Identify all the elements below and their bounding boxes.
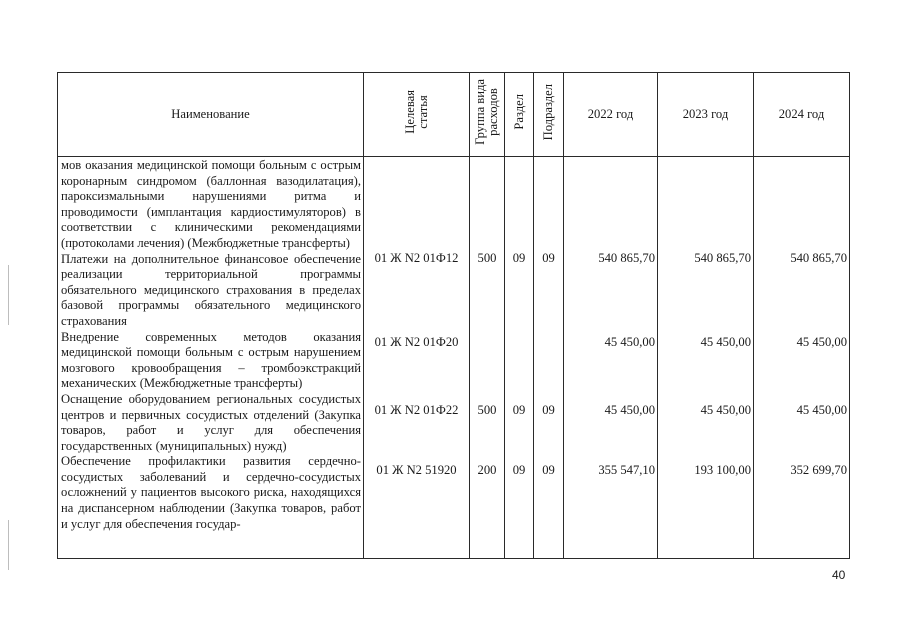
row-amount-2023: 45 450,00 (700, 335, 751, 349)
budget-table (57, 72, 850, 559)
row-subsection: 09 (542, 463, 555, 477)
header-year-2023: 2023 год (658, 73, 754, 157)
row-amount-2022: 45 450,00 (604, 335, 655, 349)
header-expense-group: Группа вида расходов (470, 73, 505, 157)
row-amount-2024: 540 865,70 (790, 251, 847, 265)
subsection-column (534, 157, 564, 559)
row-target-article: 01 Ж N2 01Ф12 (374, 251, 459, 265)
row-expense-group: 500 (477, 403, 497, 417)
header-section: Раздел (505, 73, 534, 157)
row-section: 09 (512, 463, 526, 477)
year-2024-column (754, 157, 850, 559)
row-name: Обеспечение профилактики развития сердечно-сосудистых заболеваний и сердечно-сосудистых осложнений у пациентов высокого риска, находящихся на диспансерном наблюдении (Закупка товаров, работ и услуг для обеспечения государ- (61, 454, 361, 531)
row-amount-2023: 45 450,00 (700, 403, 751, 417)
page-number: 40 (832, 568, 846, 582)
row-amount-2024: 352 699,70 (790, 463, 847, 477)
row-expense-group: 200 (477, 463, 497, 477)
row-expense-group: 500 (477, 251, 497, 265)
table-header-row (58, 73, 850, 157)
row-name: мов оказания медицинской помощи больным с острым коронарным синдромом (баллонная вазодилатация), пароксизмальными нарушениями ритма и проводимости (имплантация кардиостимуляторов) в соответствии с клиническими рекомендациями (протоколами лечения) (Межбюджетные трансферты) (61, 158, 361, 250)
row-section: 09 (512, 251, 526, 265)
row-name: Оснащение оборудованием региональных сосудистых центров и первичных сосудистых отделений (Закупка товаров, работ и услуг для обеспечения государственных (муниципальных) нужд) (61, 391, 361, 453)
section-column (505, 157, 534, 559)
row-amount-2023: 540 865,70 (694, 251, 751, 265)
row-subsection: 09 (542, 251, 555, 265)
scan-edge-mark (8, 265, 9, 325)
row-target-article: 01 Ж N2 01Ф22 (374, 403, 459, 417)
table-body-row (58, 157, 850, 559)
row-amount-2023: 193 100,00 (694, 463, 751, 477)
names-column (58, 157, 364, 559)
header-year-2022: 2022 год (564, 73, 658, 157)
row-target-article: 01 Ж N2 51920 (376, 463, 457, 477)
header-subsection: Подраздел (534, 73, 564, 157)
year-2022-column (564, 157, 658, 559)
header-name: Наименование (58, 73, 364, 157)
row-subsection: 09 (542, 403, 555, 417)
row-name: Платежи на дополнительное финансовое обеспечение реализации территориальной программы обязательного медицинского страхования в пределах базовой программы обязательного медицинского страхования (61, 251, 361, 328)
year-2023-column (658, 157, 754, 559)
expense-group-column (470, 157, 505, 559)
row-amount-2024: 45 450,00 (796, 403, 847, 417)
row-amount-2022: 355 547,10 (598, 463, 655, 477)
row-amount-2022: 45 450,00 (604, 403, 655, 417)
row-target-article: 01 Ж N2 01Ф20 (374, 335, 459, 349)
header-target-article: Целевая статья (364, 73, 470, 157)
header-year-2024: 2024 год (754, 73, 850, 157)
row-section: 09 (512, 403, 526, 417)
target-article-column (364, 157, 470, 559)
scan-edge-mark (8, 520, 9, 570)
row-amount-2024: 45 450,00 (796, 335, 847, 349)
row-name: Внедрение современных методов оказания медицинской помощи больным с острым нарушением мозгового кровообращения – тромбоэкстракций механических (Межбюджетные трансферты) (61, 329, 361, 391)
row-amount-2022: 540 865,70 (598, 251, 655, 265)
